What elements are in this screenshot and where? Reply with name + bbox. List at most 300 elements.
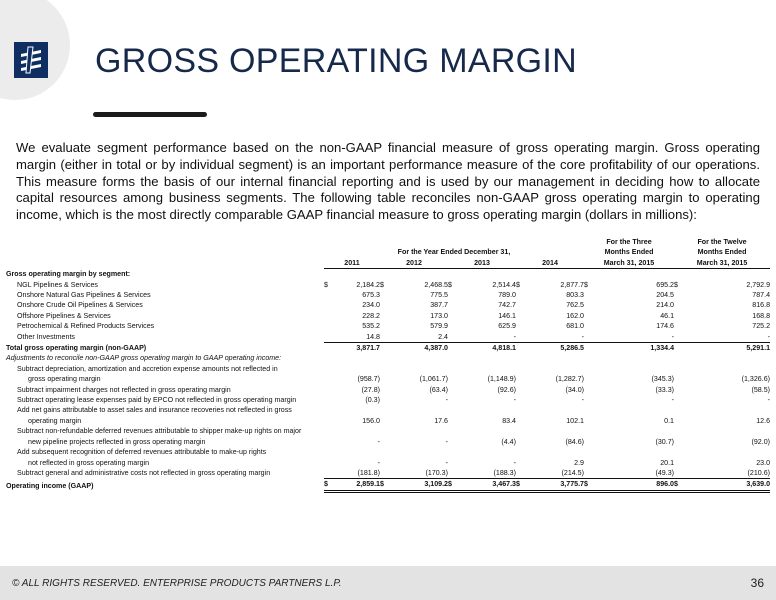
header-twelve-months-line1: For the Twelve	[697, 238, 747, 246]
value-cell: 14.8	[336, 332, 380, 343]
currency-symbol	[674, 458, 686, 468]
currency-symbol	[584, 343, 596, 354]
currency-symbol	[674, 437, 686, 447]
currency-symbol	[324, 290, 336, 300]
value-cell: 173.0	[430, 311, 448, 320]
company-logo	[14, 42, 48, 78]
currency-symbol	[448, 300, 460, 310]
header-three-months-line1: For the Three	[606, 238, 652, 246]
column-header: 2014	[516, 258, 584, 269]
currency-symbol	[516, 364, 528, 374]
currency-symbol	[674, 468, 686, 479]
table-row	[6, 290, 770, 300]
column-header: 2012	[380, 258, 448, 269]
currency-symbol	[516, 332, 528, 343]
table-row	[6, 426, 770, 436]
value-cell	[460, 269, 516, 280]
currency-symbol	[324, 364, 336, 374]
currency-symbol	[448, 426, 460, 436]
table-row	[6, 468, 770, 479]
value-cell: 5,286.5	[560, 344, 584, 353]
value-cell: 214.0	[656, 301, 675, 310]
value-cell	[460, 353, 516, 363]
currency-symbol	[324, 447, 336, 457]
currency-symbol	[584, 458, 596, 468]
value-cell: (1,326.6)	[741, 375, 771, 384]
value-cell: (33.3)	[655, 385, 675, 394]
value-cell	[460, 426, 516, 436]
value-cell	[686, 426, 770, 436]
value-cell: 725.2	[752, 322, 771, 331]
value-cell	[336, 426, 380, 436]
row-label: Gross operating margin by segment:	[6, 270, 131, 279]
currency-symbol	[448, 290, 460, 300]
value-cell: 579.9	[430, 322, 448, 331]
currency-symbol	[448, 311, 460, 321]
value-cell: (214.5)	[528, 468, 584, 479]
value-cell: (49.3)	[596, 468, 674, 479]
currency-symbol	[324, 269, 336, 280]
value-cell: 3,467.3	[460, 479, 516, 491]
value-cell: (345.3)	[651, 375, 675, 384]
currency-symbol	[584, 447, 596, 457]
value-cell: 4,818.1	[492, 344, 516, 353]
currency-symbol	[516, 468, 528, 479]
currency-symbol: $	[584, 479, 596, 491]
value-cell: 681.0	[566, 322, 584, 331]
value-cell: -	[445, 458, 448, 467]
value-cell: -	[377, 458, 380, 467]
currency-symbol	[516, 343, 528, 354]
currency-symbol	[448, 395, 460, 405]
value-cell: 234.0	[362, 301, 380, 310]
value-cell: 146.1	[498, 311, 516, 320]
title-underline	[93, 112, 207, 117]
row-label: operating margin	[28, 416, 82, 425]
currency-symbol	[324, 395, 336, 405]
value-cell	[528, 353, 584, 363]
value-cell	[392, 353, 448, 363]
value-cell: 3,109.2	[392, 479, 448, 491]
value-cell	[336, 447, 380, 457]
currency-symbol	[584, 437, 596, 447]
currency-symbol	[380, 405, 392, 415]
row-label: Other Investments	[17, 333, 75, 342]
currency-symbol	[448, 269, 460, 280]
value-cell	[460, 405, 516, 415]
value-cell	[392, 364, 448, 374]
currency-symbol	[380, 311, 392, 321]
currency-symbol	[380, 332, 392, 343]
currency-symbol	[584, 468, 596, 479]
header-three-months-line2: Months Ended	[604, 248, 654, 257]
value-cell	[336, 405, 380, 415]
currency-symbol	[380, 385, 392, 395]
value-cell: 228.2	[362, 311, 380, 320]
row-label: new pipeline projects reflected in gross operating margin	[28, 437, 206, 446]
currency-symbol	[448, 343, 460, 354]
value-cell: (210.6)	[686, 468, 770, 479]
row-label: Subtract impairment charges not reflected in gross operating margin	[17, 385, 231, 394]
currency-symbol	[380, 300, 392, 310]
value-cell: 387.7	[430, 301, 448, 310]
value-cell: 174.6	[656, 322, 675, 331]
currency-symbol	[674, 447, 686, 457]
value-cell: (1,148.9)	[487, 375, 516, 384]
currency-symbol	[674, 374, 686, 384]
currency-symbol	[380, 290, 392, 300]
currency-symbol	[674, 395, 686, 405]
currency-symbol	[516, 447, 528, 457]
value-cell	[596, 447, 674, 457]
header-twelve-months-line2: Months Ended	[697, 248, 747, 257]
currency-symbol	[516, 426, 528, 436]
value-cell	[460, 364, 516, 374]
value-cell: 2,184.2	[356, 280, 380, 289]
currency-symbol	[516, 385, 528, 395]
column-header: March 31, 2015	[584, 258, 674, 269]
row-label: Operating income (GAAP)	[6, 481, 94, 490]
value-cell: 3,775.7	[528, 479, 584, 491]
currency-symbol: $	[380, 280, 384, 289]
table-row	[6, 416, 770, 426]
value-cell	[460, 447, 516, 457]
intro-paragraph: We evaluate segment performance based on the non-GAAP financial measure of gross operating margin. Gross operating margin (either in total or by individual segment) is an important performance measure of the core profitability of our operations. This measure forms the basis of our internal financial reporting and is used by our management in deciding how to allocate capital resources among business segments. The following table reconciles non-GAAP gross operating margin to operating income, which is the most directly comparable GAAP financial measure to gross operating margin (dollars in millions):	[16, 140, 760, 223]
currency-symbol	[584, 426, 596, 436]
page-title: GROSS OPERATING MARGIN	[95, 42, 578, 80]
currency-symbol	[674, 290, 686, 300]
value-cell: 102.1	[566, 416, 584, 425]
value-cell: (1,061.7)	[419, 375, 448, 384]
column-header: 2011	[324, 258, 380, 269]
currency-symbol	[380, 364, 392, 374]
row-label: Subtract operating lease expenses paid by EPCO not reflected in gross operating margin	[17, 396, 297, 405]
value-cell	[336, 269, 380, 280]
value-cell: 168.8	[752, 311, 771, 320]
currency-symbol	[674, 426, 686, 436]
table-row	[6, 374, 770, 384]
value-cell: (34.0)	[565, 385, 584, 394]
currency-symbol	[324, 374, 336, 384]
value-cell: -	[767, 396, 771, 405]
row-label: Subtract general and administrative costs not reflected in gross operating margin	[17, 469, 271, 478]
currency-symbol: $	[324, 479, 336, 491]
table-row	[6, 280, 770, 290]
currency-symbol	[448, 385, 460, 395]
column-header: March 31, 2015	[674, 258, 770, 269]
currency-symbol	[674, 321, 686, 331]
currency-symbol	[584, 374, 596, 384]
currency-symbol	[448, 405, 460, 415]
value-cell	[392, 447, 448, 457]
value-cell	[596, 269, 674, 280]
currency-symbol	[380, 343, 392, 354]
value-cell: 625.9	[498, 322, 516, 331]
currency-symbol	[324, 416, 336, 426]
table-row	[6, 458, 770, 468]
currency-symbol	[380, 321, 392, 331]
value-cell: (30.7)	[655, 437, 675, 446]
value-cell: 3,639.0	[686, 479, 770, 491]
value-cell: 20.1	[660, 458, 675, 467]
column-header: 2013	[448, 258, 516, 269]
currency-symbol	[380, 374, 392, 384]
value-cell: 803.3	[566, 291, 584, 300]
currency-symbol	[324, 343, 336, 354]
table-row	[6, 364, 770, 374]
table-row	[6, 300, 770, 310]
row-label: Add subsequent recognition of deferred revenues attributable to make-up rights	[17, 448, 267, 457]
value-cell: 742.7	[498, 301, 516, 310]
value-cell: 2.4	[392, 332, 448, 343]
currency-symbol	[584, 405, 596, 415]
value-cell: 775.5	[430, 291, 448, 300]
header-year-group: For the Year Ended December 31,	[397, 248, 511, 257]
value-cell: 816.8	[752, 301, 771, 310]
value-cell	[336, 364, 380, 374]
value-cell	[392, 426, 448, 436]
value-cell: (4.4)	[501, 437, 516, 446]
value-cell: 2,859.1	[336, 479, 380, 491]
currency-symbol	[380, 416, 392, 426]
value-cell	[336, 353, 380, 363]
value-cell	[596, 426, 674, 436]
currency-symbol	[516, 311, 528, 321]
value-cell: -	[445, 396, 448, 405]
value-cell: 83.4	[502, 416, 516, 425]
row-label: Subtract non-refundable deferred revenues attributable to shipper make-up rights on major	[17, 427, 302, 436]
currency-symbol	[674, 416, 686, 426]
currency-symbol	[584, 311, 596, 321]
currency-symbol	[380, 447, 392, 457]
currency-symbol	[448, 353, 460, 363]
value-cell: (58.5)	[751, 385, 771, 394]
currency-symbol	[448, 447, 460, 457]
currency-symbol	[584, 395, 596, 405]
table-row	[6, 343, 770, 354]
value-cell: (63.4)	[429, 385, 448, 394]
value-cell: -	[528, 332, 584, 343]
value-cell: -	[445, 437, 448, 446]
currency-symbol	[324, 332, 336, 343]
currency-symbol: $	[516, 479, 528, 491]
currency-symbol	[380, 426, 392, 436]
value-cell: -	[686, 332, 770, 343]
row-label: Onshore Natural Gas Pipelines & Services	[17, 291, 151, 300]
currency-symbol	[516, 321, 528, 331]
value-cell: 2,514.4	[492, 280, 516, 289]
currency-symbol	[674, 385, 686, 395]
value-cell: -	[671, 396, 675, 405]
currency-symbol: $	[674, 479, 686, 491]
value-cell: (92.6)	[497, 385, 516, 394]
value-cell: -	[377, 437, 380, 446]
value-cell: 675.3	[362, 291, 380, 300]
currency-symbol	[674, 343, 686, 354]
value-cell: (1,282.7)	[555, 375, 584, 384]
value-cell	[686, 405, 770, 415]
currency-symbol: $	[448, 479, 460, 491]
currency-symbol	[324, 353, 336, 363]
value-cell: 1,334.4	[650, 344, 675, 353]
value-cell: (958.7)	[357, 375, 380, 384]
currency-symbol	[584, 353, 596, 363]
currency-symbol	[674, 269, 686, 280]
value-cell	[596, 353, 674, 363]
currency-symbol	[324, 300, 336, 310]
table-row	[6, 437, 770, 447]
value-cell	[686, 353, 770, 363]
value-cell: 46.1	[660, 311, 675, 320]
currency-symbol	[324, 458, 336, 468]
currency-symbol: $	[380, 479, 392, 491]
currency-symbol	[584, 416, 596, 426]
value-cell: -	[513, 458, 516, 467]
value-cell: 162.0	[566, 311, 584, 320]
currency-symbol	[324, 405, 336, 415]
currency-symbol	[448, 364, 460, 374]
value-cell: (27.8)	[361, 385, 380, 394]
currency-symbol	[380, 468, 392, 479]
currency-symbol	[516, 416, 528, 426]
row-label: Add net gains attributable to asset sales and insurance recoveries not reflected in gross	[17, 406, 292, 415]
currency-symbol	[380, 269, 392, 280]
currency-symbol	[584, 300, 596, 310]
value-cell	[596, 405, 674, 415]
currency-symbol	[516, 290, 528, 300]
value-cell: 789.0	[498, 291, 516, 300]
table-row	[6, 405, 770, 415]
currency-symbol	[448, 332, 460, 343]
currency-symbol	[380, 395, 392, 405]
currency-symbol	[380, 437, 392, 447]
value-cell	[528, 447, 584, 457]
value-cell: (84.6)	[565, 437, 584, 446]
value-cell: 2,877.7	[560, 280, 584, 289]
value-cell	[392, 405, 448, 415]
currency-symbol	[516, 395, 528, 405]
currency-symbol	[448, 374, 460, 384]
currency-symbol	[324, 385, 336, 395]
value-cell: 17.6	[434, 416, 448, 425]
currency-symbol	[516, 437, 528, 447]
currency-symbol: $	[448, 280, 452, 289]
row-label: Offshore Pipelines & Services	[17, 311, 111, 320]
currency-symbol	[516, 405, 528, 415]
currency-symbol	[380, 458, 392, 468]
row-label: NGL Pipelines & Services	[17, 280, 98, 289]
value-cell	[528, 364, 584, 374]
row-label: Adjustments to reconcile non-GAAP gross operating margin to GAAP operating income:	[6, 354, 282, 363]
currency-symbol	[584, 290, 596, 300]
reconciliation-table	[6, 237, 770, 493]
currency-symbol: $	[324, 280, 328, 289]
currency-symbol	[324, 321, 336, 331]
row-label: Total gross operating margin (non-GAAP)	[6, 344, 147, 353]
currency-symbol	[674, 300, 686, 310]
value-cell: 535.2	[362, 322, 380, 331]
table-row	[6, 353, 770, 363]
value-cell	[528, 426, 584, 436]
value-cell: 5,291.1	[746, 344, 771, 353]
currency-symbol	[674, 405, 686, 415]
value-cell	[686, 269, 770, 280]
value-cell: 3,871.7	[356, 344, 380, 353]
table-row	[6, 311, 770, 321]
value-cell: -	[596, 332, 674, 343]
currency-symbol	[674, 353, 686, 363]
currency-symbol	[584, 364, 596, 374]
page-number: 36	[750, 576, 764, 590]
value-cell: 204.5	[656, 291, 675, 300]
copyright-text: © ALL RIGHTS RESERVED. ENTERPRISE PRODUCTS PARTNERS L.P.	[12, 578, 342, 589]
value-cell: 0.1	[664, 416, 675, 425]
value-cell: 695.2	[656, 280, 675, 289]
value-cell: (170.3)	[392, 468, 448, 479]
table-row	[6, 269, 770, 280]
currency-symbol	[448, 458, 460, 468]
value-cell	[596, 364, 674, 374]
table-row	[6, 321, 770, 331]
value-cell: 787.4	[752, 291, 771, 300]
currency-symbol	[584, 385, 596, 395]
currency-symbol	[584, 321, 596, 331]
currency-symbol: $	[584, 280, 588, 289]
table-row	[6, 395, 770, 405]
value-cell: -	[581, 396, 584, 405]
currency-symbol	[324, 426, 336, 436]
value-cell	[686, 364, 770, 374]
row-label: Onshore Crude Oil Pipelines & Services	[17, 301, 143, 310]
currency-symbol	[516, 458, 528, 468]
row-label: gross operating margin	[28, 375, 101, 384]
row-label: Petrochemical & Refined Products Services	[17, 322, 155, 331]
value-cell: 12.6	[756, 416, 771, 425]
row-label: Subtract depreciation, amortization and accretion expense amounts not reflected in	[17, 364, 278, 373]
currency-symbol	[584, 269, 596, 280]
currency-symbol	[380, 353, 392, 363]
currency-symbol	[448, 416, 460, 426]
value-cell: 762.5	[566, 301, 584, 310]
value-cell	[528, 269, 584, 280]
currency-symbol	[448, 321, 460, 331]
currency-symbol	[516, 269, 528, 280]
table-row	[6, 479, 770, 491]
value-cell: 2,792.9	[746, 280, 771, 289]
currency-symbol	[516, 353, 528, 363]
currency-symbol	[324, 437, 336, 447]
value-cell: -	[460, 332, 516, 343]
currency-symbol	[448, 468, 460, 479]
currency-symbol	[674, 332, 686, 343]
value-cell: (181.8)	[336, 468, 380, 479]
currency-symbol	[674, 311, 686, 321]
value-cell: 2,468.5	[424, 280, 448, 289]
value-cell: 23.0	[756, 458, 771, 467]
currency-symbol	[324, 311, 336, 321]
currency-symbol	[448, 437, 460, 447]
value-cell: 4,387.0	[424, 344, 448, 353]
value-cell: (92.0)	[751, 437, 771, 446]
value-cell	[686, 447, 770, 457]
value-cell: 156.0	[362, 416, 380, 425]
table-row	[6, 447, 770, 457]
value-cell: -	[513, 396, 516, 405]
currency-symbol	[324, 468, 336, 479]
currency-symbol	[674, 364, 686, 374]
currency-symbol: $	[516, 280, 520, 289]
currency-symbol: $	[674, 280, 678, 289]
